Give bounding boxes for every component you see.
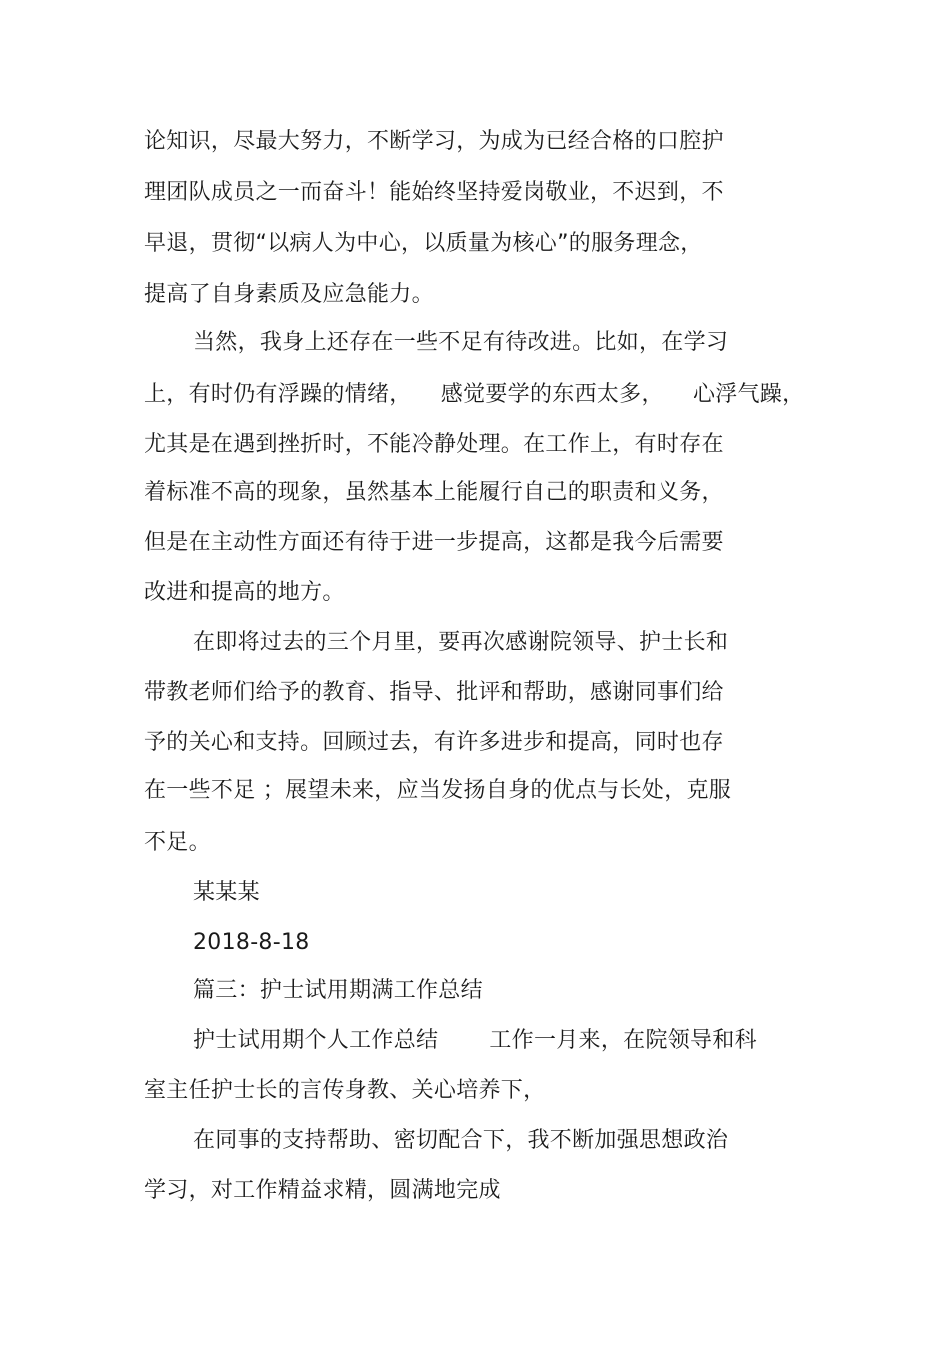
text-line: 带教老师们给予的教育、指导、批评和帮助，感谢同事们给 [144,680,724,705]
text-line: 学习，对工作精益求精，圆满地完成 [144,1178,501,1203]
text-line: 改进和提高的地方。 [144,580,345,605]
text-line: 予的关心和支持。回顾过去，有许多进步和提高，同时也存 [144,730,724,755]
text-line: 室主任护士长的言传身教、关心培养下， [144,1078,546,1103]
text-line: 尤其是在遇到挫折时，不能冷静处理。在工作上，有时存在 [144,432,724,457]
text-line: 但是在主动性方面还有待于进一步提高，这都是我今后需要 [144,530,724,555]
paragraph-first-line: 在同事的支持帮助、密切配合下，我不断加强思想政治 [193,1128,729,1153]
text-line: 上，有时仍有浮躁的情绪， 感觉要学的东西太多， 心浮气躁， [144,382,805,407]
signature-name: 某某某 [193,880,260,905]
paragraph-first-line: 护士试用期个人工作总结 工作一月来，在院领导和科 [193,1028,757,1053]
text-line: 着标准不高的现象，虽然基本上能履行自己的职责和义务， [144,480,724,505]
text-line: 在一些不足 ；展望未来，应当发扬自身的优点与长处，克服 [144,778,732,803]
signature-date: 2018-8-18 [193,930,310,955]
text-line: 不足。 [144,830,211,855]
text-line: 理团队成员之一而奋斗！能始终坚持爱岗敬业，不迟到，不 [144,180,724,205]
paragraph-first-line: 当然，我身上还存在一些不足有待改进。比如，在学习 [193,330,729,355]
paragraph-first-line: 在即将过去的三个月里，要再次感谢院领导、护士长和 [193,630,729,655]
text-line: 论知识，尽最大努力，不断学习，为成为已经合格的口腔护 [144,129,724,154]
text-line: 提高了自身素质及应急能力。 [144,282,434,307]
section-heading: 篇三：护士试用期满工作总结 [193,978,483,1003]
text-line: 早退，贯彻“以病人为中心，以质量为核心”的服务理念， [144,231,703,256]
